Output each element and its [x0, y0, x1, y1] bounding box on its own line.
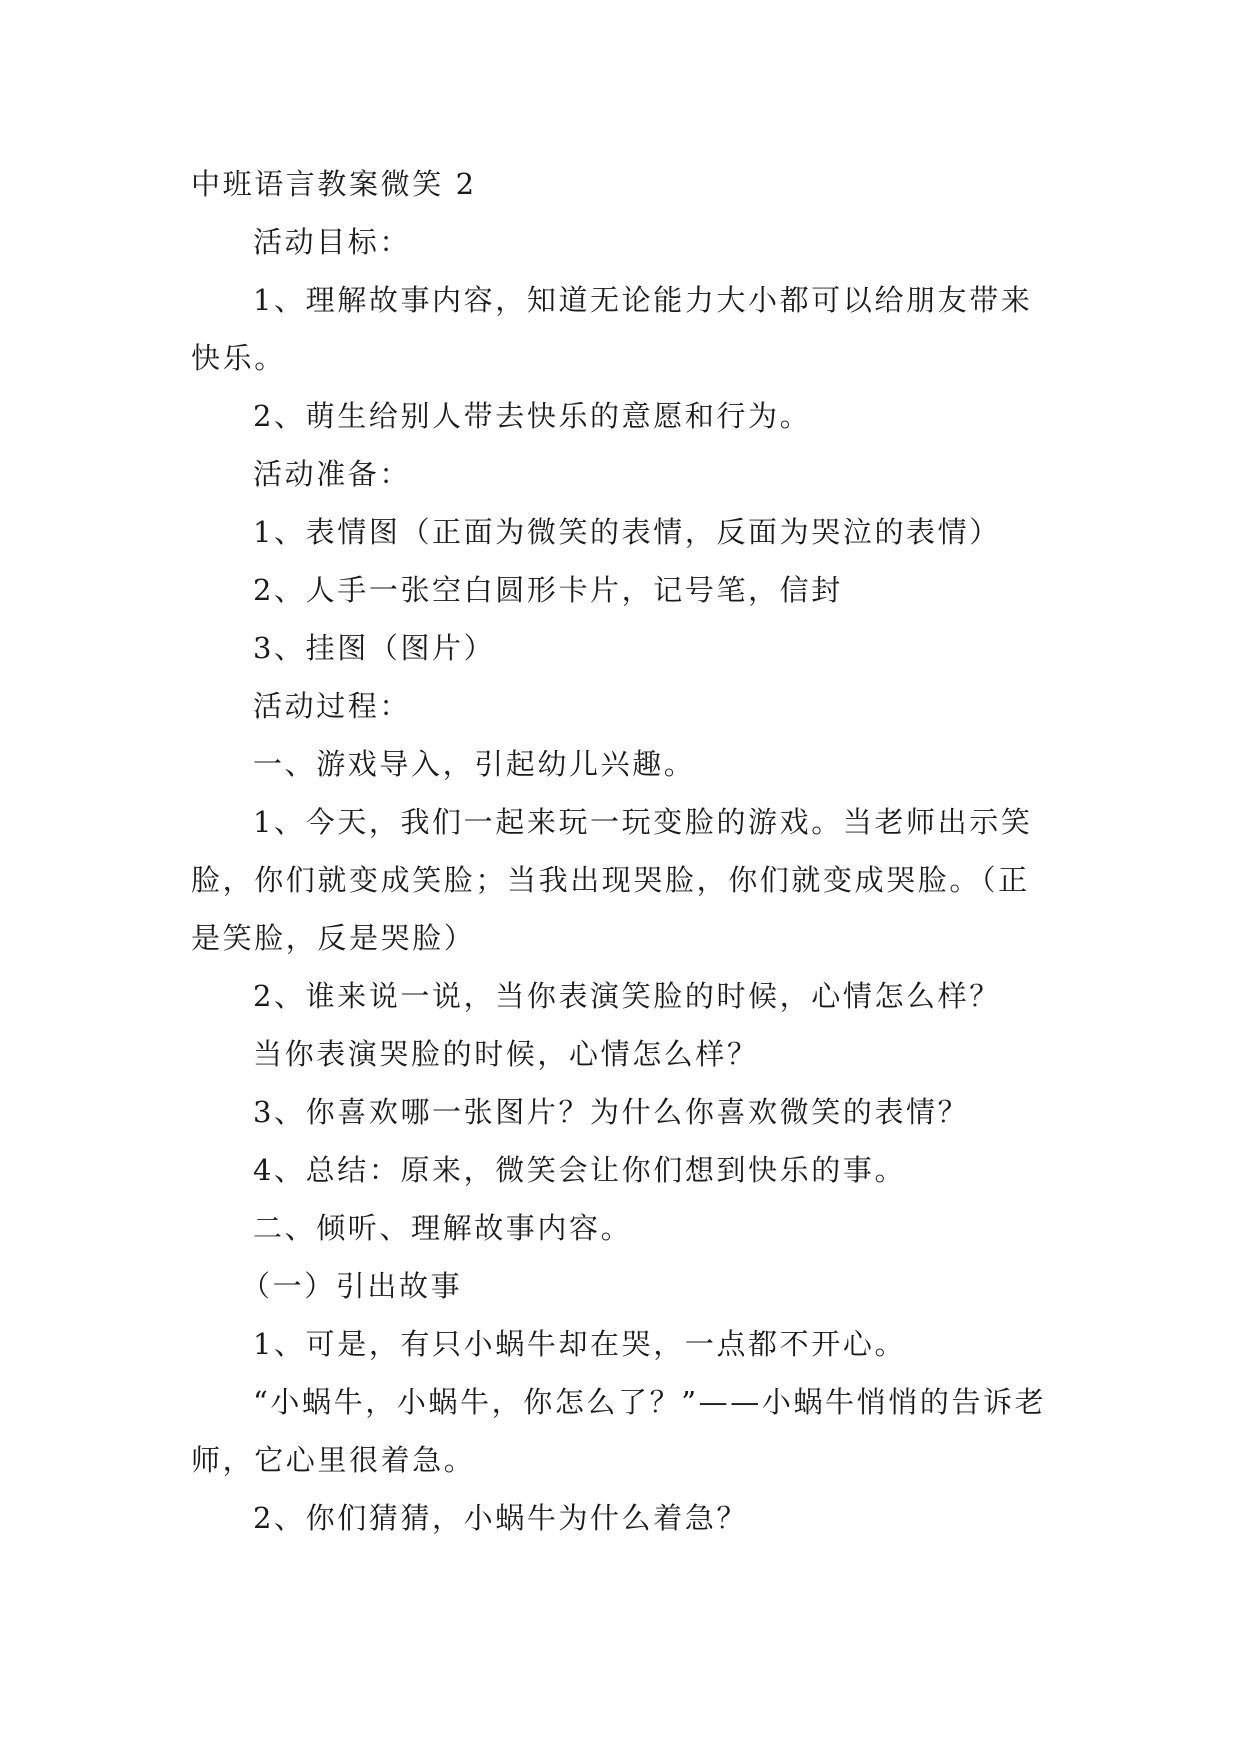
document-body	[191, 155, 1053, 1547]
paragraph-objective-1: 1、理解故事内容，知道无论能力大小都可以给朋友带来快乐。	[191, 283, 1033, 375]
paragraph-preparation-3: 3、挂图（图片）	[253, 631, 496, 665]
paragraph-preparation-1: 1、表情图（正面为微笑的表情，反面为哭泣的表情）	[253, 515, 1001, 549]
paragraph-objectives-heading: 活动目标：	[253, 225, 412, 259]
paragraph-preparation-2: 2、人手一张空白圆形卡片，记号笔，信封	[253, 573, 843, 607]
document-title: 中班语言教案微笑 2	[191, 167, 477, 201]
paragraph-section-1-step-2: 2、谁来说一说，当你表演笑脸的时候，心情怎么样？	[253, 979, 1001, 1013]
paragraph-preparation-heading: 活动准备：	[253, 457, 412, 491]
paragraph-section-2-heading: 二、倾听、理解故事内容。	[253, 1211, 633, 1245]
paragraph-subsection-1-step-1: 1、可是，有只小蜗牛却在哭，一点都不开心。	[253, 1327, 907, 1361]
paragraph-section-1-step-1: 1、今天，我们一起来玩一玩变脸的游戏。当老师出示笑脸，你们就变成笑脸；当我出现哭脸，你们就变成哭脸。（正是笑脸，反是哭脸）	[191, 805, 1033, 955]
paragraph-process-heading: 活动过程：	[253, 689, 412, 723]
paragraph-subsection-1-heading: （一）引出故事	[241, 1269, 463, 1303]
paragraph-section-1-step-2-cont: 当你表演哭脸的时候，心情怎么样？	[253, 1037, 759, 1071]
paragraph-section-1-step-3: 3、你喜欢哪一张图片？为什么你喜欢微笑的表情？	[253, 1095, 970, 1129]
paragraph-section-1-heading: 一、游戏导入，引起幼儿兴趣。	[253, 747, 696, 781]
paragraph-section-1-step-4: 4、总结：原来，微笑会让你们想到快乐的事。	[253, 1153, 907, 1187]
paragraph-subsection-1-step-2: 2、你们猜猜，小蜗牛为什么着急？	[253, 1501, 749, 1535]
paragraph-subsection-1-dialogue: “小蜗牛，小蜗牛，你怎么了？”——小蜗牛悄悄的告诉老师，它心里很着急。	[191, 1385, 1047, 1477]
paragraph-objective-2: 2、萌生给别人带去快乐的意愿和行为。	[253, 399, 812, 433]
